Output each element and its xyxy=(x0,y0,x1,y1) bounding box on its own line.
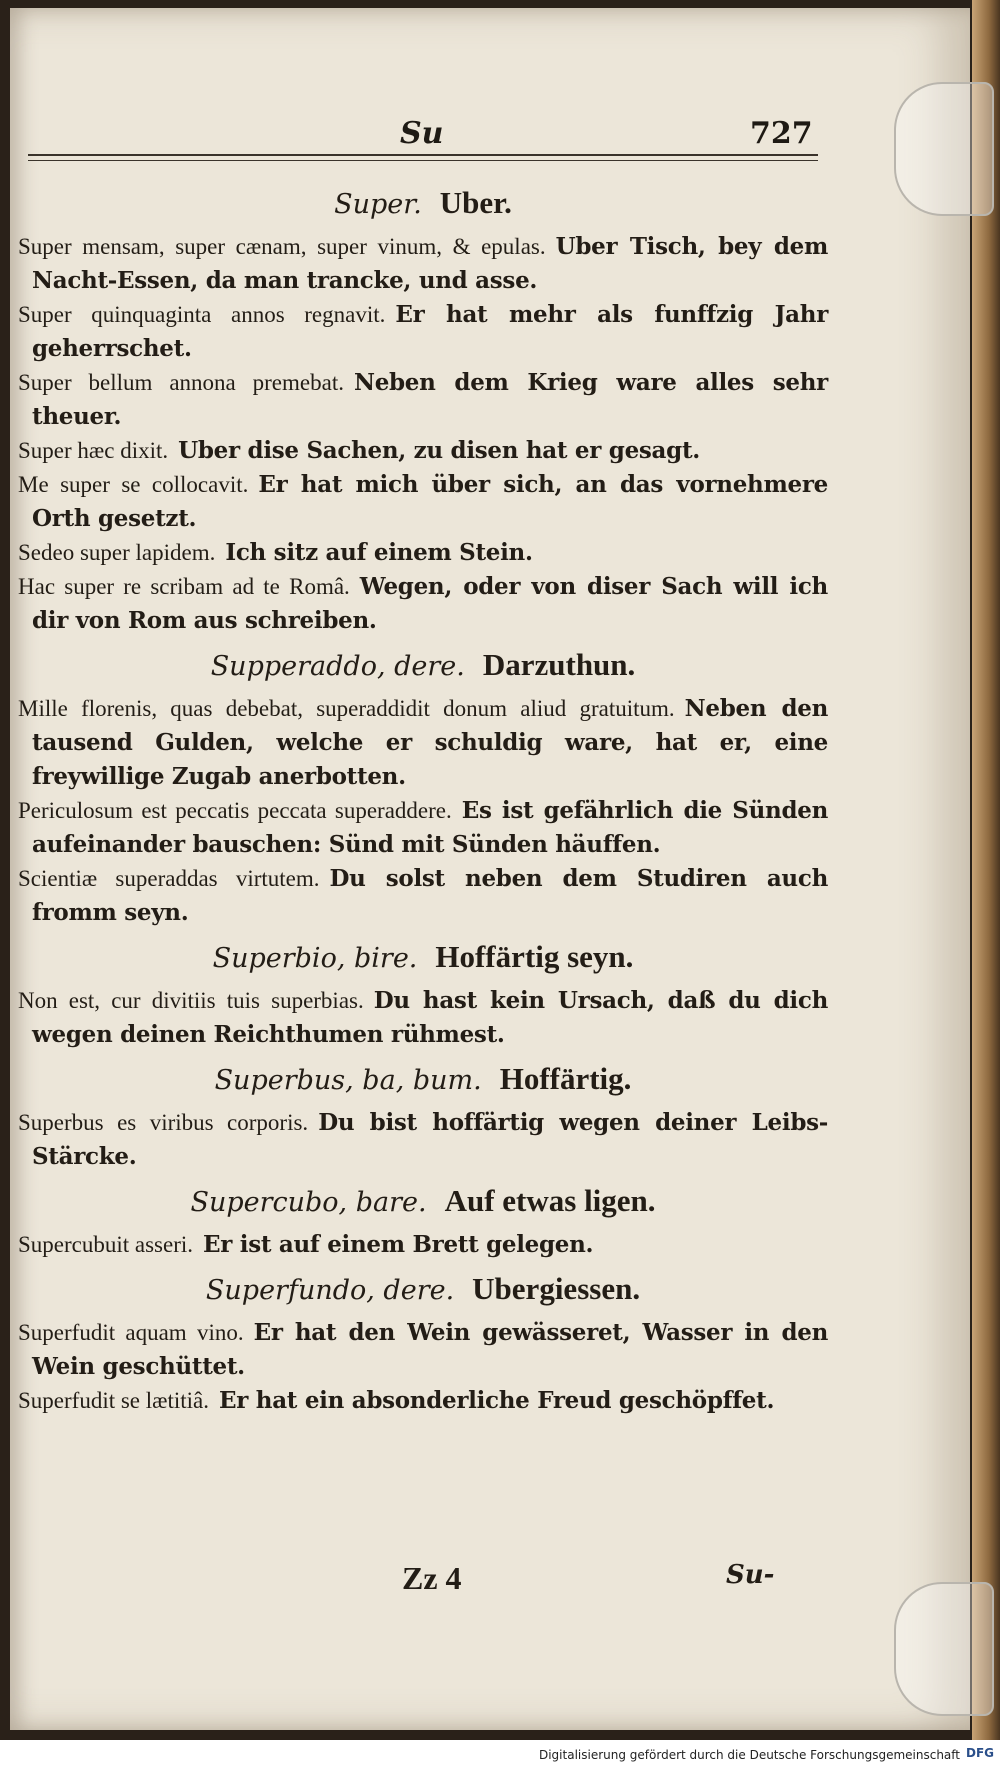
example-latin: Supercubuit asseri. xyxy=(18,1232,194,1257)
example-line xyxy=(18,366,828,434)
example-latin: Non est, cur divitiis tuis superbias. xyxy=(18,988,364,1013)
dictionary-entry xyxy=(18,930,828,1052)
headword-german: Darzuthun. xyxy=(482,647,636,682)
dictionary-entry xyxy=(18,1262,828,1418)
example-german: Er hat ein absonderliche Freud geschöpffet. xyxy=(219,1387,775,1414)
headword-latin: Supercubo, bare. xyxy=(190,1187,427,1218)
running-title: Su xyxy=(400,116,444,151)
dictionary-content xyxy=(18,176,828,1418)
example-line xyxy=(18,230,828,298)
page-clip-top xyxy=(894,82,994,216)
dictionary-entry xyxy=(18,1174,828,1262)
headword-german: Uber. xyxy=(439,185,512,220)
example-latin: Me super se collocavit. xyxy=(18,472,249,497)
example-latin: Superfudit se lætitiâ. xyxy=(18,1388,210,1413)
headword xyxy=(18,638,828,692)
example-german: Neben dem Krieg ware alles sehr theuer. xyxy=(32,369,828,430)
signature-mark: Zz 4 xyxy=(402,1560,462,1596)
example-latin: Superfudit aquam vino. xyxy=(18,1320,244,1345)
example-german: Du bist hoffärtig wegen deiner Leibs-Stärcke. xyxy=(32,1109,828,1170)
dictionary-entry xyxy=(18,638,828,930)
example-latin: Scientiæ superaddas virtutem. xyxy=(18,866,320,891)
example-line xyxy=(18,570,828,638)
example-latin: Super bellum annona premebat. xyxy=(18,370,344,395)
example-line xyxy=(18,794,828,862)
example-german: Neben den tausend Gulden, welche er schuldig ware, hat er, eine freywillige Zugab anerbotten. xyxy=(32,695,828,790)
example-german: Uber Tisch, bey dem Nacht-Essen, da man trancke, und asse. xyxy=(32,233,828,294)
example-german: Es ist gefährlich die Sünden aufeinander bauschen: Sünd mit Sünden häuffen. xyxy=(32,797,828,858)
example-latin: Super mensam, super cænam, super vinum, & epulas. xyxy=(18,234,546,259)
book-page xyxy=(10,8,970,1730)
example-line xyxy=(18,1228,828,1262)
headword-latin: Superfundo, dere. xyxy=(205,1275,455,1306)
headword xyxy=(18,1262,828,1316)
headword-german: Ubergiessen. xyxy=(472,1271,641,1306)
page-edge xyxy=(972,0,1000,1740)
example-latin: Super quinquaginta annos regnavit. xyxy=(18,302,386,327)
funding-credit: Digitalisierung gefördert durch die Deutsche Forschungsgemeinschaft xyxy=(538,1748,960,1762)
example-line xyxy=(18,984,828,1052)
example-latin: Periculosum est peccatis peccata superaddere. xyxy=(18,798,452,823)
headword xyxy=(18,176,828,230)
page-number: 727 xyxy=(750,116,813,151)
dictionary-entry xyxy=(18,1052,828,1174)
example-latin: Super hæc dixit. xyxy=(18,438,169,463)
example-line xyxy=(18,1384,828,1418)
page-header xyxy=(10,116,970,156)
headword-latin: Supperaddo, dere. xyxy=(210,651,465,682)
example-line xyxy=(18,468,828,536)
example-german: Wegen, oder von diser Sach will ich dir von Rom aus schreiben. xyxy=(32,573,828,634)
example-german: Du hast kein Ursach, daß du dich wegen deinen Reichthumen rühmest. xyxy=(32,987,828,1048)
header-rule xyxy=(28,154,818,161)
example-german: Uber dise Sachen, zu disen hat er gesagt. xyxy=(178,437,700,464)
scan-footer xyxy=(0,1740,1000,1769)
example-line xyxy=(18,298,828,366)
example-line xyxy=(18,1106,828,1174)
example-german: Er ist auf einem Brett gelegen. xyxy=(203,1231,594,1258)
headword xyxy=(18,1174,828,1228)
headword-latin: Superbus, ba, bum. xyxy=(214,1065,482,1096)
example-latin: Mille florenis, quas debebat, superaddidit donum aliud gratuitum. xyxy=(18,696,675,721)
catchword: Su- xyxy=(726,1560,775,1590)
example-latin: Sedeo super lapidem. xyxy=(18,540,216,565)
example-line xyxy=(18,692,828,794)
example-line xyxy=(18,536,828,570)
example-line xyxy=(18,434,828,468)
dictionary-entry xyxy=(18,176,828,638)
headword-german: Auf etwas ligen. xyxy=(444,1183,656,1218)
page-clip-bottom xyxy=(894,1582,994,1716)
example-latin: Superbus es viribus corporis. xyxy=(18,1110,309,1135)
example-german: Du solst neben dem Studiren auch fromm seyn. xyxy=(32,865,828,926)
headword-latin: Superbio, bire. xyxy=(212,943,418,974)
headword xyxy=(18,930,828,984)
headword-german: Hoffärtig seyn. xyxy=(435,939,634,974)
headword xyxy=(18,1052,828,1106)
headword-latin: Super. xyxy=(334,189,422,220)
example-line xyxy=(18,862,828,930)
example-german: Er hat mich über sich, an das vornehmere Orth gesetzt. xyxy=(32,471,828,532)
example-line xyxy=(18,1316,828,1384)
example-german: Er hat den Wein gewässeret, Wasser in den Wein geschüttet. xyxy=(32,1319,828,1380)
catchline xyxy=(10,1560,970,1604)
example-german: Er hat mehr als funffzig Jahr geherrschet. xyxy=(32,301,829,362)
example-german: Ich sitz auf einem Stein. xyxy=(225,539,533,566)
example-latin: Hac super re scribam ad te Româ. xyxy=(18,574,350,599)
headword-german: Hoffärtig. xyxy=(499,1061,632,1096)
dfg-logo: DFG xyxy=(965,1746,994,1760)
